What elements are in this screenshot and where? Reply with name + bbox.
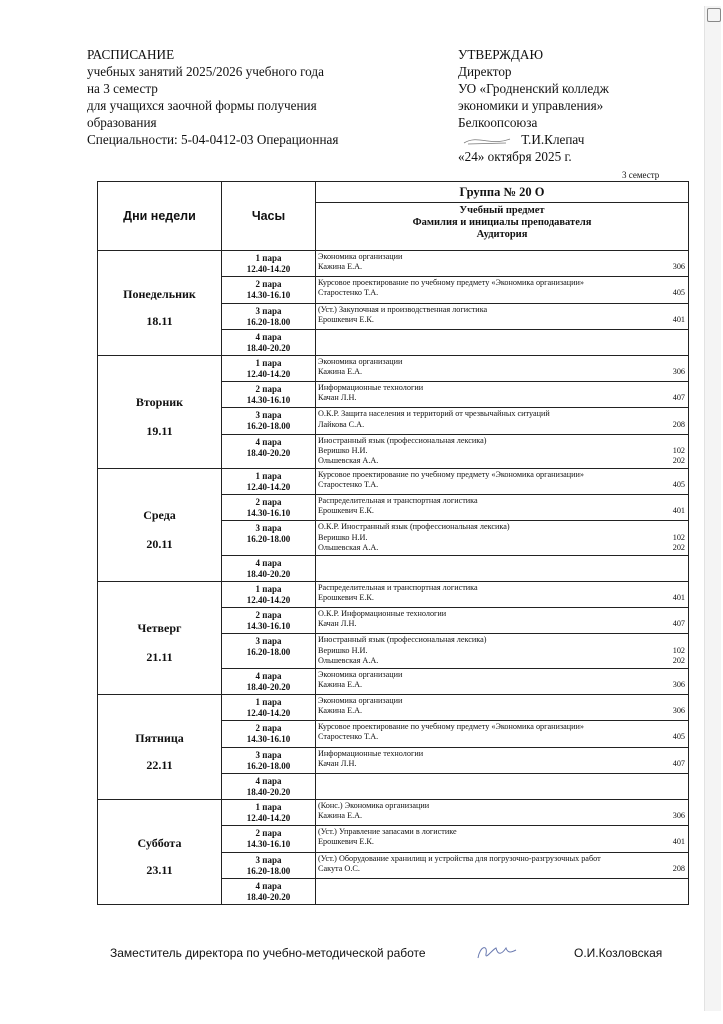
day-cell [98, 356, 222, 469]
subject-name: (Конс.) Экономика организации [318, 801, 430, 810]
para-label: 4 пара [255, 670, 282, 681]
teacher-name: Веришко Н.И. [318, 445, 368, 455]
room-number: 407 [672, 758, 685, 768]
day-date: 20.11 [146, 537, 173, 551]
hours-cell [222, 303, 316, 329]
teacher-line [318, 646, 685, 656]
schedule-table [97, 181, 689, 905]
para-label: 1 пара [255, 358, 282, 368]
vertical-watermark-strip [704, 6, 721, 1011]
room-number: 306 [672, 811, 685, 821]
room-number: 202 [672, 456, 685, 466]
day-date: 22.11 [146, 758, 173, 772]
hours-cell [222, 668, 316, 694]
para-label: 3 пара [255, 305, 282, 316]
room-number: 405 [672, 288, 685, 298]
hours-cell [222, 721, 316, 747]
time-range: 16.20-18.00 [246, 760, 291, 771]
room-number: 405 [672, 480, 685, 490]
schedule-row [98, 356, 689, 382]
room-number: 208 [672, 419, 685, 429]
day-cell [98, 800, 222, 905]
title-line: Специальности: 5-04-0412-03 Операционная [87, 132, 339, 147]
teacher-line [318, 367, 685, 377]
teacher-line [318, 864, 685, 874]
hours-cell [222, 826, 316, 852]
para-label: 3 пара [255, 854, 282, 865]
lesson-cell [316, 826, 689, 852]
room-number: 401 [672, 593, 685, 603]
para-label: 2 пара [255, 384, 282, 395]
day-name: Пятница [135, 731, 184, 745]
teacher-line [318, 837, 685, 847]
teacher-name: Старостенко Т.А. [318, 288, 379, 298]
teacher-line [318, 759, 685, 769]
room-number: 306 [672, 706, 685, 716]
subject-name: Информационные технологии [318, 383, 424, 393]
para-label: 2 пара [255, 497, 282, 508]
day-name: Среда [143, 508, 176, 522]
room-number: 208 [672, 863, 685, 873]
room-number: 202 [672, 655, 685, 665]
teacher-name: Веришко Н.И. [318, 532, 368, 542]
teacher-line [318, 533, 685, 543]
schedule-row [98, 251, 689, 277]
day-date: 18.11 [146, 314, 173, 328]
time-range: 12.40-14.20 [246, 369, 291, 379]
approve-date: «24» октября 2025 г. [458, 149, 572, 164]
teacher-name: Ольшевская А.А. [318, 655, 379, 665]
time-range: 14.30-16.10 [246, 290, 291, 301]
room-number: 407 [672, 393, 685, 403]
lesson-cell [316, 721, 689, 747]
room-number: 102 [672, 645, 685, 655]
hours-cell [222, 634, 316, 668]
subject-name: Распределительная и транспортная логистика [318, 583, 478, 592]
teacher-line [318, 543, 685, 553]
teacher-name: Кажина Е.А. [318, 811, 363, 821]
time-range: 14.30-16.10 [246, 395, 291, 406]
schedule-row [98, 695, 689, 721]
time-range: 12.40-14.20 [246, 813, 291, 823]
teacher-line [318, 811, 685, 821]
hours-cell [222, 521, 316, 555]
time-range: 18.40-20.20 [246, 447, 291, 458]
hours-cell [222, 356, 316, 382]
time-range: 12.40-14.20 [246, 595, 291, 605]
lesson-cell [316, 773, 689, 799]
time-range: 16.20-18.00 [246, 865, 291, 876]
approve-line: экономики и управления» [458, 98, 604, 113]
deputy-signature-icon [470, 938, 520, 964]
teacher-name: Качан Л.Н. [318, 619, 357, 629]
subject-name: Курсовое проектирование по учебному предмету «Экономика организации» [318, 722, 584, 732]
subject-name: Экономика организации [318, 252, 403, 261]
room-number: 306 [672, 367, 685, 377]
para-label: 1 пара [255, 697, 282, 707]
teacher-name: Лайкова С.А. [318, 419, 365, 429]
day-cell [98, 469, 222, 582]
para-label: 3 пара [255, 636, 282, 647]
approve-line: УТВЕРЖДАЮ [458, 47, 544, 62]
time-range: 16.20-18.00 [246, 647, 291, 658]
subject-name: Иностранный язык (профессиональная лексика) [318, 635, 487, 645]
room-number: 306 [672, 262, 685, 272]
teacher-line [318, 288, 685, 298]
time-range: 18.40-20.20 [246, 681, 291, 692]
para-label: 1 пара [255, 471, 282, 481]
schedule-row [98, 582, 689, 608]
teacher-line [318, 506, 685, 516]
subject-name: Экономика организации [318, 696, 403, 705]
approver-name: Т.И.Клепач [521, 132, 585, 147]
lesson-cell [316, 695, 689, 721]
teacher-name: Старостенко Т.А. [318, 732, 379, 742]
room-number: 102 [672, 532, 685, 542]
hours-cell [222, 582, 316, 608]
lesson-cell [316, 634, 689, 668]
lesson-cell [316, 800, 689, 826]
hours-cell [222, 277, 316, 303]
teacher-name: Сакута О.С. [318, 863, 360, 873]
day-date: 23.11 [146, 863, 173, 877]
room-number: 401 [672, 506, 685, 516]
para-label: 2 пара [255, 723, 282, 734]
lesson-cell [316, 878, 689, 904]
time-range: 18.40-20.20 [246, 568, 291, 579]
time-range: 12.40-14.20 [246, 482, 291, 492]
hours-cell [222, 495, 316, 521]
hours-cell [222, 747, 316, 773]
semester-label: 3 семестр [622, 170, 660, 180]
time-range: 14.30-16.10 [246, 839, 291, 850]
day-date: 21.11 [146, 650, 173, 664]
subject-name: Информационные технологии [318, 748, 424, 758]
subheader-line: Аудитория [476, 229, 528, 240]
teacher-name: Кажина Е.А. [318, 367, 363, 377]
day-cell [98, 251, 222, 356]
approve-line: УО «Гродненский колледж [458, 81, 609, 96]
para-label: 3 пара [255, 523, 282, 534]
teacher-line [318, 456, 685, 466]
subject-name: О.К.Р. Иностранный язык (профессиональная лексика) [318, 522, 510, 532]
lesson-cell [316, 521, 689, 555]
para-label: 4 пара [255, 775, 282, 786]
lesson-cell [316, 747, 689, 773]
lesson-cell [316, 608, 689, 634]
subject-name: О.К.Р. Информационные технологии [318, 609, 447, 619]
title-line: РАСПИСАНИЕ [87, 47, 175, 62]
time-range: 18.40-20.20 [246, 891, 291, 902]
room-number: 306 [672, 679, 685, 689]
subject-name: Экономика организации [318, 669, 403, 679]
hours-cell [222, 382, 316, 408]
time-range: 14.30-16.10 [246, 621, 291, 632]
title-line: учебных занятий 2025/2026 учебного года [87, 64, 324, 79]
time-range: 18.40-20.20 [246, 342, 291, 353]
approver-signature-line [458, 131, 609, 148]
subheader-line: Учебный предмет [459, 205, 545, 216]
subject-header [316, 203, 689, 251]
subject-name: (Уст.) Оборудование хранилищ и устройства для погрузочно-разгрузочных работ [318, 853, 601, 863]
room-number: 202 [672, 542, 685, 552]
watermark-logo-icon [707, 8, 721, 22]
hours-cell [222, 800, 316, 826]
title-line: образования [87, 115, 157, 130]
subject-name: О.К.Р. Защита населения и территорий от чрезвычайных ситуаций [318, 409, 550, 419]
footer-name: О.И.Козловская [574, 946, 663, 960]
title-line: на 3 семестр [87, 81, 158, 96]
lesson-cell [316, 329, 689, 355]
time-range: 16.20-18.00 [246, 534, 291, 545]
teacher-line [318, 680, 685, 690]
teacher-line [318, 619, 685, 629]
time-range: 12.40-14.20 [246, 708, 291, 718]
time-range: 12.40-14.20 [246, 264, 291, 274]
schedule-row [98, 469, 689, 495]
subheader-line: Фамилия и инициалы преподавателя [412, 217, 592, 228]
schedule-title-block [87, 46, 338, 148]
teacher-name: Ерошкевич Е.К. [318, 593, 374, 603]
para-label: 1 пара [255, 584, 282, 594]
teacher-name: Ерошкевич Е.К. [318, 314, 374, 324]
hours-cell [222, 773, 316, 799]
subject-name: Распределительная и транспортная логистика [318, 496, 478, 506]
title-line: для учащихся заочной формы получения [87, 98, 317, 113]
para-label: 4 пара [255, 880, 282, 891]
hours-cell [222, 878, 316, 904]
room-number: 401 [672, 314, 685, 324]
para-label: 2 пара [255, 610, 282, 621]
schedule-row [98, 800, 689, 826]
teacher-line [318, 315, 685, 325]
approve-line: Директор [458, 64, 512, 79]
subject-name: Курсовое проектирование по учебному предмету «Экономика организации» [318, 470, 584, 479]
day-name: Вторник [135, 395, 184, 409]
lesson-cell [316, 277, 689, 303]
teacher-name: Качан Л.Н. [318, 758, 357, 768]
teacher-line [318, 262, 685, 272]
hours-cell [222, 434, 316, 468]
lesson-cell [316, 495, 689, 521]
lesson-cell [316, 555, 689, 581]
para-label: 4 пара [255, 436, 282, 447]
subject-name: (Уст.) Управление запасами в логистике [318, 827, 457, 837]
hours-cell [222, 852, 316, 878]
teacher-name: Ольшевская А.А. [318, 456, 379, 466]
time-range: 16.20-18.00 [246, 421, 291, 432]
teacher-line [318, 732, 685, 742]
lesson-cell [316, 303, 689, 329]
col-header-hours: Часы [222, 182, 316, 251]
lesson-cell [316, 356, 689, 382]
para-label: 1 пара [255, 253, 282, 263]
lesson-cell [316, 382, 689, 408]
teacher-line [318, 656, 685, 666]
lesson-cell [316, 469, 689, 495]
teacher-name: Старостенко Т.А. [318, 480, 379, 490]
time-range: 14.30-16.10 [246, 734, 291, 745]
teacher-name: Ольшевская А.А. [318, 542, 379, 552]
director-signature-icon [458, 136, 518, 146]
hours-cell [222, 469, 316, 495]
hours-cell [222, 251, 316, 277]
teacher-name: Веришко Н.И. [318, 645, 368, 655]
hours-cell [222, 555, 316, 581]
lesson-cell [316, 434, 689, 468]
teacher-line [318, 480, 685, 490]
room-number: 401 [672, 837, 685, 847]
approval-block [458, 46, 609, 165]
para-label: 3 пара [255, 749, 282, 760]
teacher-name: Кажина Е.А. [318, 706, 363, 716]
time-range: 16.20-18.00 [246, 316, 291, 327]
teacher-name: Качан Л.Н. [318, 393, 357, 403]
room-number: 102 [672, 445, 685, 455]
col-header-days: Дни недели [98, 182, 222, 251]
hours-cell [222, 695, 316, 721]
subject-name: (Уст.) Закупочная и производственная логистика [318, 304, 488, 314]
teacher-line [318, 593, 685, 603]
teacher-line [318, 446, 685, 456]
subject-name: Курсовое проектирование по учебному предмету «Экономика организации» [318, 278, 584, 288]
para-label: 2 пара [255, 828, 282, 839]
room-number: 405 [672, 732, 685, 742]
time-range: 18.40-20.20 [246, 786, 291, 797]
day-name: Четверг [137, 621, 182, 635]
day-name: Суббота [137, 836, 182, 850]
lesson-cell [316, 852, 689, 878]
teacher-line [318, 706, 685, 716]
footer-title: Заместитель директора по учебно-методической работе [110, 946, 426, 960]
lesson-cell [316, 408, 689, 434]
room-number: 407 [672, 619, 685, 629]
day-date: 19.11 [146, 424, 173, 438]
group-header: Группа № 20 О [316, 182, 689, 203]
subject-name: Иностранный язык (профессиональная лексика) [318, 435, 487, 445]
day-cell [98, 695, 222, 800]
para-label: 2 пара [255, 279, 282, 290]
lesson-cell [316, 582, 689, 608]
teacher-name: Кажина Е.А. [318, 679, 363, 689]
teacher-line [318, 393, 685, 403]
time-range: 14.30-16.10 [246, 508, 291, 519]
lesson-cell [316, 668, 689, 694]
hours-cell [222, 408, 316, 434]
para-label: 3 пара [255, 410, 282, 421]
hours-cell [222, 329, 316, 355]
teacher-name: Ерошкевич Е.К. [318, 837, 374, 847]
para-label: 4 пара [255, 557, 282, 568]
lesson-cell [316, 251, 689, 277]
teacher-name: Кажина Е.А. [318, 262, 363, 272]
teacher-line [318, 420, 685, 430]
approve-line: Белкоопсоюза [458, 115, 538, 130]
para-label: 4 пара [255, 331, 282, 342]
hours-cell [222, 608, 316, 634]
teacher-name: Ерошкевич Е.К. [318, 506, 374, 516]
subject-name: Экономика организации [318, 357, 403, 366]
day-cell [98, 582, 222, 695]
para-label: 1 пара [255, 802, 282, 812]
day-name: Понедельник [123, 287, 196, 301]
